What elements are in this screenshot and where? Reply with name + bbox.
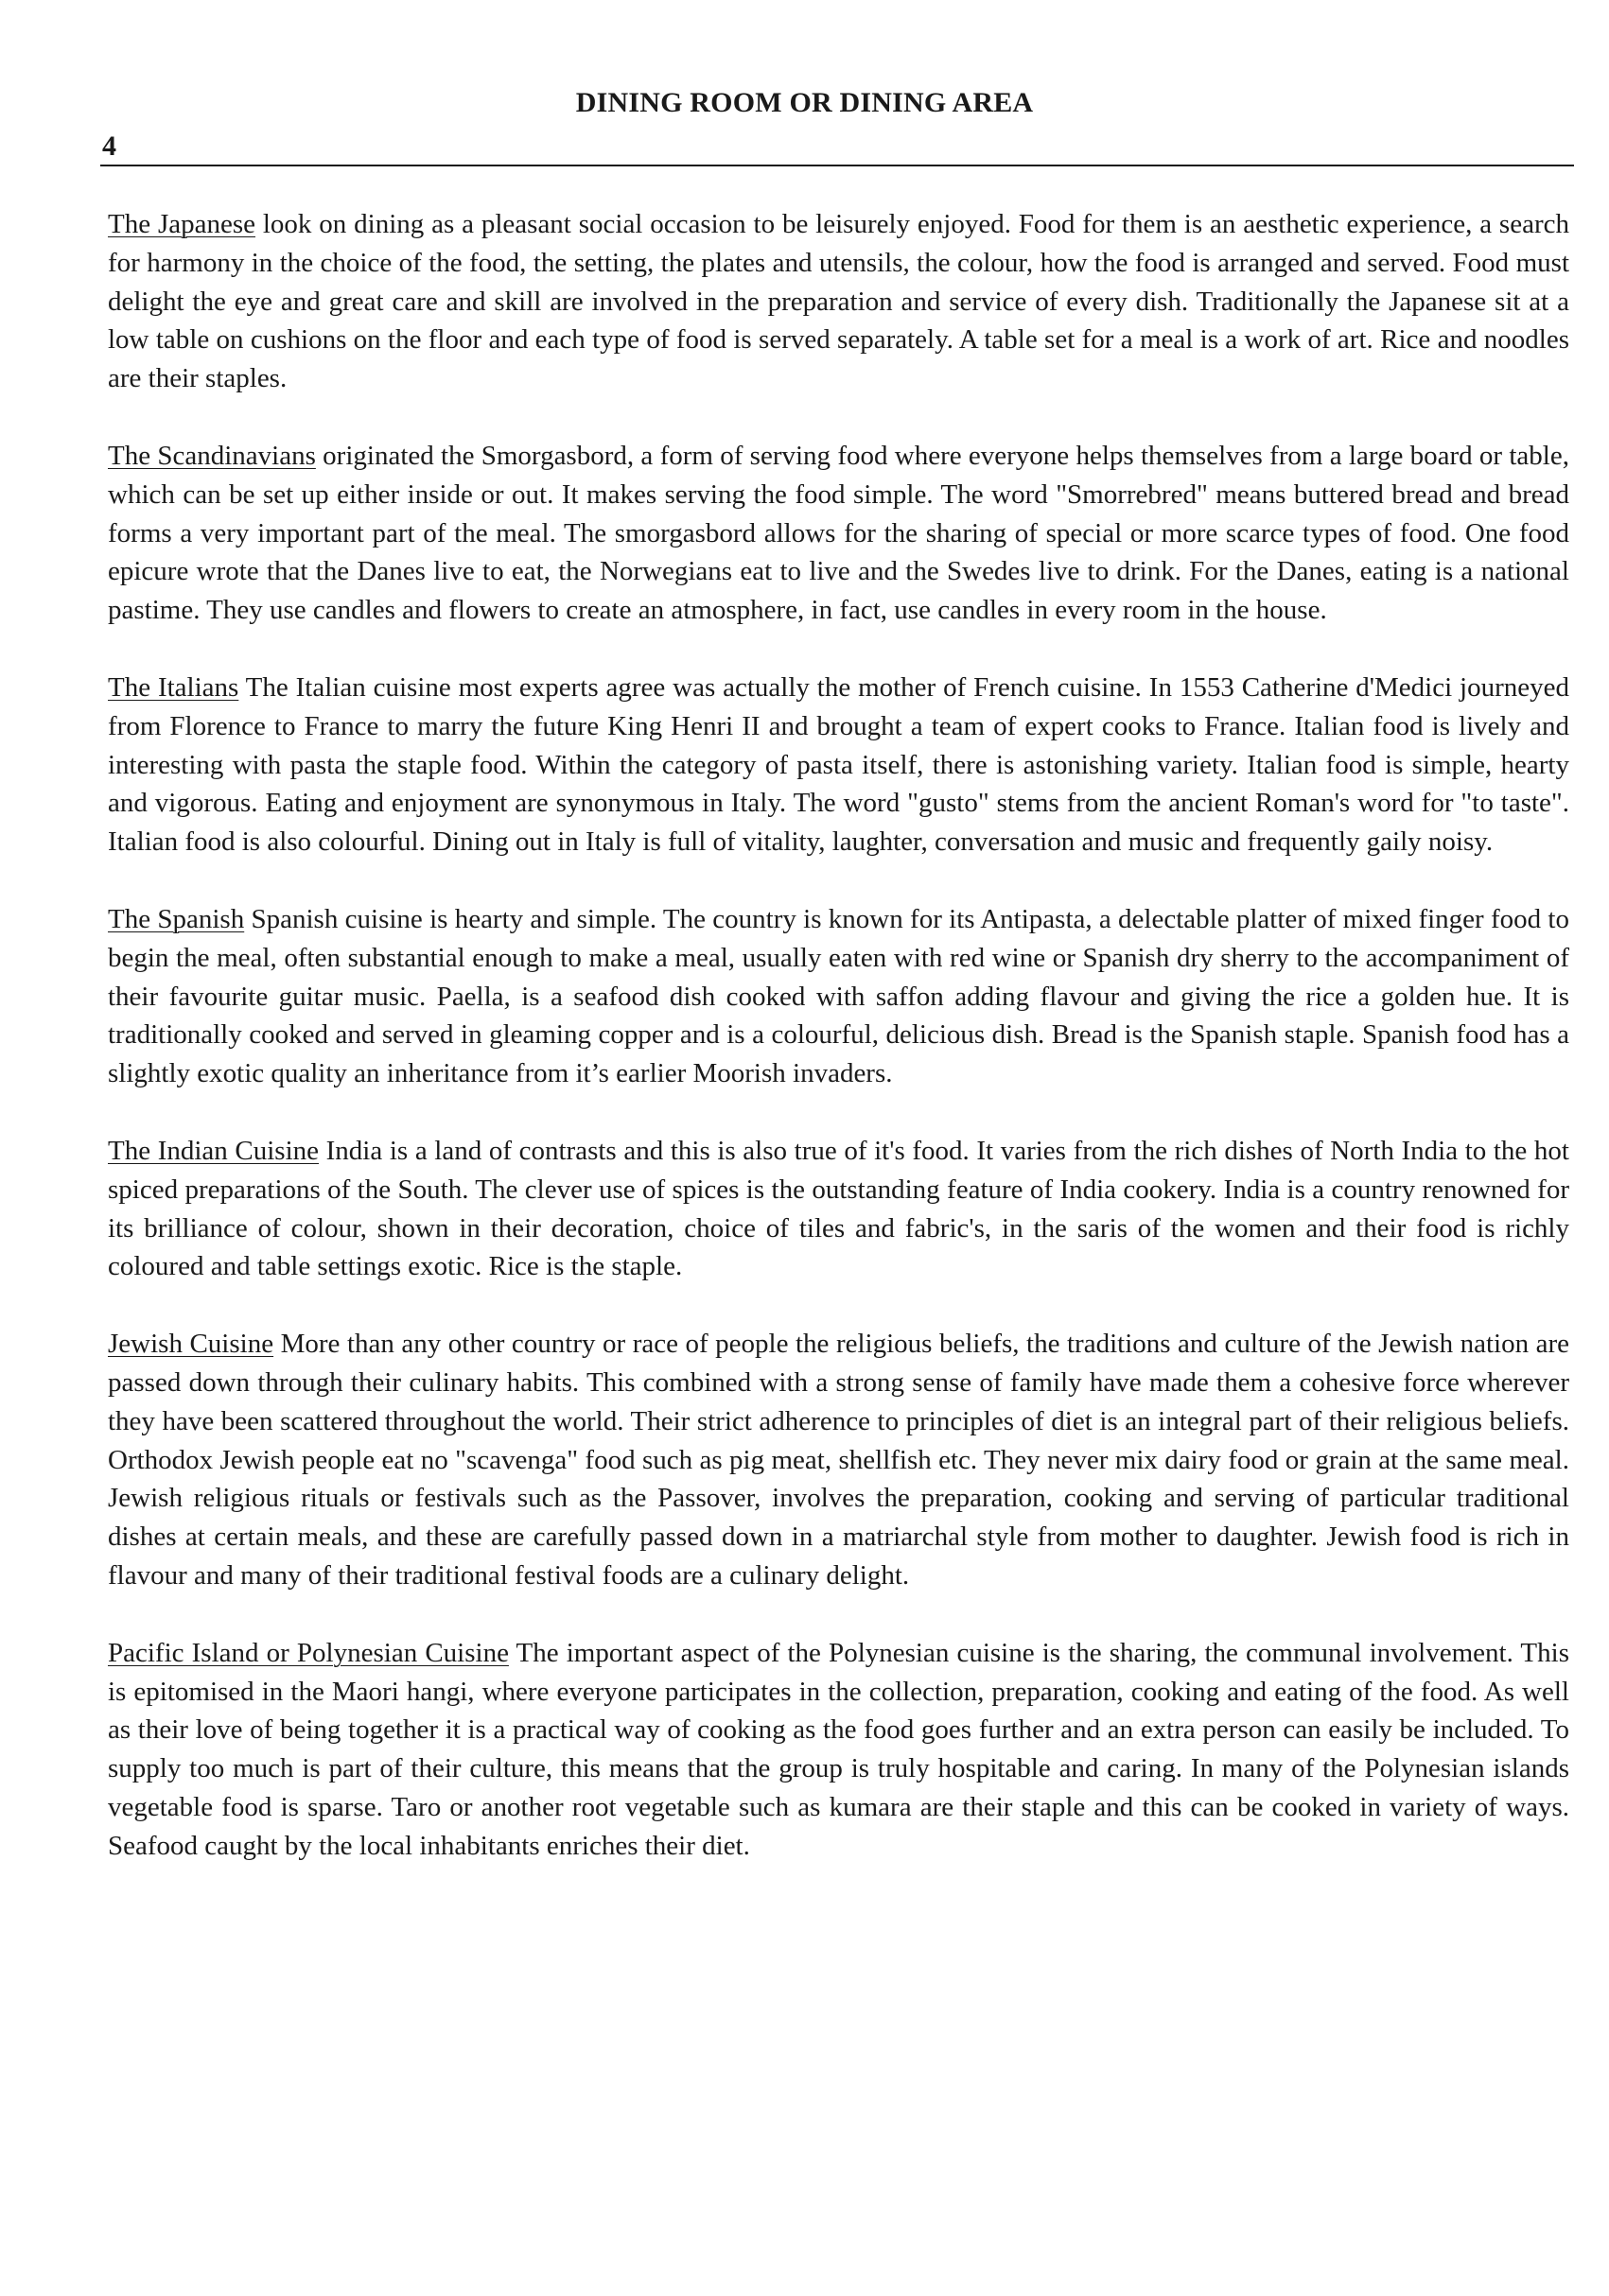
paragraph-indian bbox=[108, 1132, 1569, 1286]
section-heading: The Italians bbox=[108, 671, 239, 703]
page-number: 4 bbox=[102, 130, 116, 162]
section-heading: The Indian Cuisine bbox=[108, 1135, 320, 1166]
section-heading: Jewish Cuisine bbox=[108, 1329, 274, 1360]
section-text: The important aspect of the Polynesian cuisine is the sharing, the communal involvement. This is epitomised in the Maori hangi, where everyone participates in the collection, preparation, cooking and eating of the food. As well as their love of being together it is a practical way of cooking as the food goes further and an extra person can easily be included. To supply too much is part of their culture, this means that the group is truly hospitable and caring. In many of the Polynesian islands vegetable food is sparse. Taro or another root vegetable such as kumara are their staple and this can be cooked in variety of ways. Seafood caught by the local inhabitants enriches their diet. bbox=[108, 1637, 1569, 1861]
section-heading: The Japanese bbox=[108, 209, 256, 239]
paragraph-scandinavians bbox=[108, 437, 1569, 630]
section-text: India is a land of contrasts and this is also true of it's food. It varies from the rich dishes of North India to the hot spiced preparations of the South. The clever use of spices is the outstanding feature of India cookery. India is a country renowned for its brilliance of colour, shown in their decoration, choice of tiles and fabric's, in the saris of the women and their food is richly coloured and table settings exotic. Rice is the staple. bbox=[108, 1135, 1569, 1282]
section-text: Spanish cuisine is hearty and simple. The country is known for its Antipasta, a delectable platter of mixed finger food to begin the meal, often substantial enough to make a meal, usually eaten with red wine or Spanish dry sherry to the accompaniment of their favourite guitar music. Paella, is a seafood dish cooked with saffon adding flavour and giving the rice a golden hue. It is traditionally cooked and served in gleaming copper and is a colourful, delicious dish. Bread is the Spanish staple. Spanish food has a slightly exotic quality an inheritance from it’s earlier Moorish invaders. bbox=[108, 903, 1569, 1089]
section-text: More than any other country or race of people the religious beliefs, the traditions and culture of the Jewish nation are passed down through their culinary habits. This combined with a strong sense of family have made them a cohesive force wherever they have been scattered throughout the world. Their strict adherence to principles of diet is an integral part of their religious beliefs. Orthodox Jewish people eat no "scavenga" food such as pig meat, shellfish etc. They never mix dairy food or grain at the same meal. Jewish religious rituals or festivals such as the Passover, involves the preparation, cooking and serving of particular traditional dishes at certain meals, and these are carefully passed down in a matriarchal style from mother to daughter. Jewish food is rich in flavour and many of their traditional festival foods are a culinary delight. bbox=[108, 1329, 1569, 1591]
section-text: originated the Smorgasbord, a form of serving food where everyone helps themselves from a large board or table, which can be set up either inside or out. It makes serving the food simple. The word "Smorrebred" means buttered bread and bread forms a very important part of the meal. The smorgasbord allows for the sharing of special or more scarce types of food. One food epicure wrote that the Danes live to eat, the Norwegians eat to live and the Swedes live to drink. For the Danes, eating is a national pastime. They use candles and flowers to create an atmosphere, in fact, use candles in every room in the house. bbox=[108, 440, 1569, 626]
header-rule bbox=[100, 165, 1574, 166]
section-heading: Pacific Island or Polynesian Cuisine bbox=[108, 1637, 509, 1668]
paragraph-italians bbox=[108, 669, 1569, 861]
paragraph-jewish bbox=[108, 1325, 1569, 1595]
running-title: DINING ROOM OR DINING AREA bbox=[575, 87, 1034, 118]
paragraph-japanese bbox=[108, 205, 1569, 398]
section-text: The Italian cuisine most experts agree was actually the mother of French cuisine. In 1553 Catherine d'Medici journeyed from Florence to France to marry the future King Henri II and brought a team of expert cooks to France. Italian food is lively and interesting with pasta the staple food. Within the category of pasta itself, there is astonishing variety. Italian food is simple, hearty and vigorous. Eating and enjoyment are synonymous in Italy. The word "gusto" stems from the ancient Roman's word for "to taste". Italian food is also colourful. Dining out in Italy is full of vitality, laughter, conversation and music and frequently gaily noisy. bbox=[108, 671, 1569, 858]
section-heading: The Scandinavians bbox=[108, 440, 316, 471]
document-body bbox=[108, 205, 1569, 1904]
paragraph-spanish bbox=[108, 900, 1569, 1093]
section-heading: The Spanish bbox=[108, 903, 245, 934]
paragraph-polynesian bbox=[108, 1634, 1569, 1866]
section-text: look on dining as a pleasant social occasion to be leisurely enjoyed. Food for them is an aesthetic experience, a search for harmony in the choice of the food, the setting, the plates and utensils, the colour, how the food is arranged and served. Food must delight the eye and great care and skill are involved in the preparation and service of every dish. Traditionally the Japanese sit at a low table on cushions on the floor and each type of food is served separately. A table set for a meal is a work of art. Rice and noodles are their staples. bbox=[108, 209, 1569, 394]
